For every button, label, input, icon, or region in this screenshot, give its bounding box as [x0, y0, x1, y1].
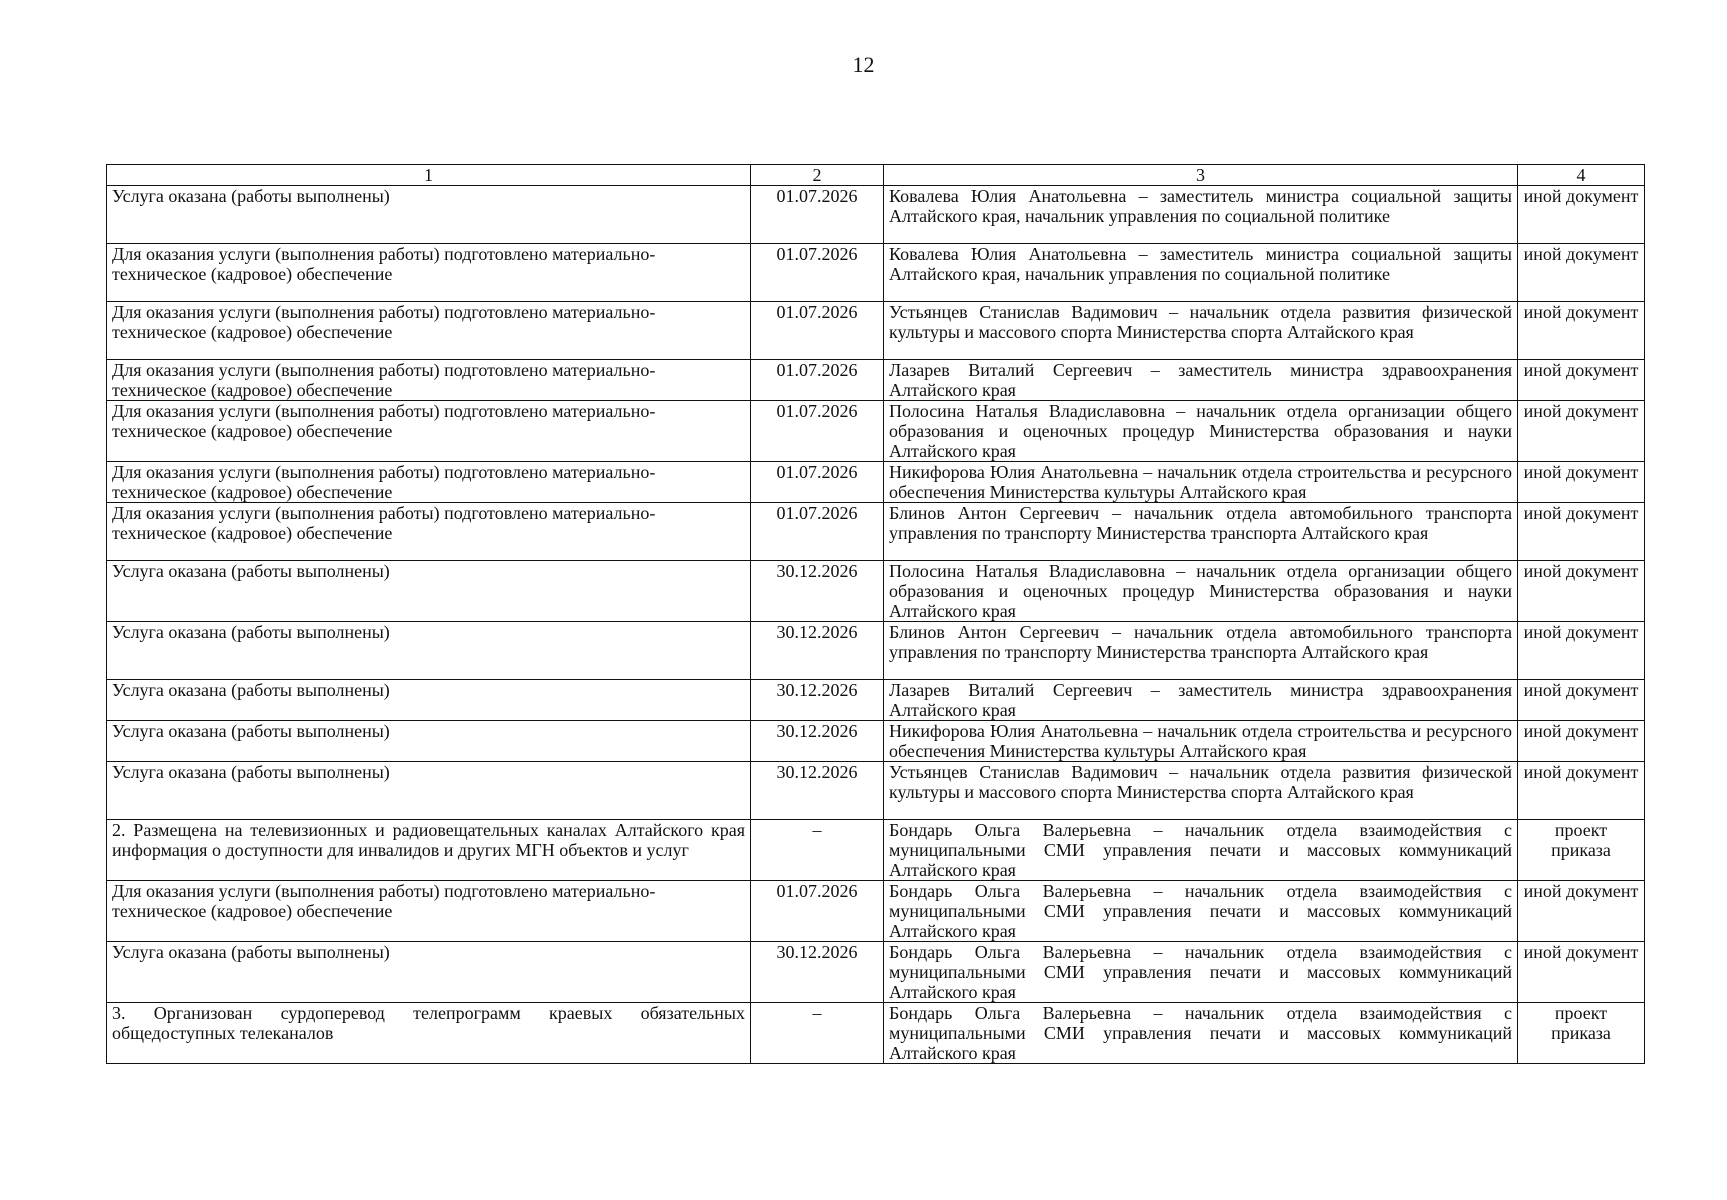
column-number-4: 4: [1518, 165, 1645, 186]
event-cell: Услуга оказана (работы выполнены): [107, 942, 751, 1003]
event-cell: Для оказания услуги (выполнения работы) подготовлено материально-техническое (кадровое) обеспечение: [107, 462, 751, 503]
column-number-2: 2: [751, 165, 884, 186]
table-row: [107, 462, 1645, 503]
document-type-cell: иной документ: [1518, 186, 1645, 244]
document-type-cell: иной документ: [1518, 401, 1645, 462]
responsible-cell: Полосина Наталья Владиславовна – начальник отдела организации общего образования и оценочных процедур Министерства образования и науки Алтайского края: [884, 561, 1518, 622]
responsible-cell: Никифорова Юлия Анатольевна – начальник отдела строительства и ресурсного обеспечения Министерства культуры Алтайского края: [884, 462, 1518, 503]
document-type-cell: иной документ: [1518, 622, 1645, 680]
table-row: [107, 360, 1645, 401]
document-type-cell: иной документ: [1518, 503, 1645, 561]
table-row: [107, 1003, 1645, 1064]
date-cell: 01.07.2026: [751, 462, 884, 503]
document-type-cell: проект приказа: [1518, 820, 1645, 881]
date-cell: 30.12.2026: [751, 561, 884, 622]
document-type-cell: иной документ: [1518, 561, 1645, 622]
event-cell: Услуга оказана (работы выполнены): [107, 186, 751, 244]
document-type-cell: иной документ: [1518, 881, 1645, 942]
table-header: [107, 165, 1645, 186]
responsible-cell: Ковалева Юлия Анатольевна – заместитель министра социальной защиты Алтайского края, начальник управления по социальной политике: [884, 186, 1518, 244]
responsible-cell: Лазарев Виталий Сергеевич – заместитель министра здравоохранения Алтайского края: [884, 360, 1518, 401]
document-type-cell: иной документ: [1518, 762, 1645, 820]
date-cell: 30.12.2026: [751, 942, 884, 1003]
responsible-cell: Бондарь Ольга Валерьевна – начальник отдела взаимодействия с муниципальными СМИ управления печати и массовых коммуникаций Алтайского края: [884, 881, 1518, 942]
column-number-row: [107, 165, 1645, 186]
document-type-cell: иной документ: [1518, 360, 1645, 401]
responsible-cell: Блинов Антон Сергеевич – начальник отдела автомобильного транспорта управления по транспорту Министерства транспорта Алтайского края: [884, 503, 1518, 561]
document-type-cell: иной документ: [1518, 942, 1645, 1003]
responsible-cell: Ковалева Юлия Анатольевна – заместитель министра социальной защиты Алтайского края, начальник управления по социальной политике: [884, 244, 1518, 302]
event-cell: Для оказания услуги (выполнения работы) подготовлено материально-техническое (кадровое) обеспечение: [107, 881, 751, 942]
event-cell: Для оказания услуги (выполнения работы) подготовлено материально-техническое (кадровое) обеспечение: [107, 401, 751, 462]
document-type-cell: иной документ: [1518, 462, 1645, 503]
document-type-cell: иной документ: [1518, 302, 1645, 360]
implementation-plan-table: [106, 164, 1645, 1064]
table-row: [107, 561, 1645, 622]
responsible-cell: Устьянцев Станислав Вадимович – начальник отдела развития физической культуры и массового спорта Министерства спорта Алтайского края: [884, 762, 1518, 820]
event-cell: Услуга оказана (работы выполнены): [107, 762, 751, 820]
responsible-cell: Бондарь Ольга Валерьевна – начальник отдела взаимодействия с муниципальными СМИ управления печати и массовых коммуникаций Алтайского края: [884, 942, 1518, 1003]
table-row: [107, 820, 1645, 881]
date-cell: –: [751, 820, 884, 881]
event-cell: Услуга оказана (работы выполнены): [107, 680, 751, 721]
responsible-cell: Блинов Антон Сергеевич – начальник отдела автомобильного транспорта управления по транспорту Министерства транспорта Алтайского края: [884, 622, 1518, 680]
responsible-cell: Полосина Наталья Владиславовна – начальник отдела организации общего образования и оценочных процедур Министерства образования и науки Алтайского края: [884, 401, 1518, 462]
table-row: [107, 721, 1645, 762]
date-cell: 01.07.2026: [751, 360, 884, 401]
event-cell: Для оказания услуги (выполнения работы) подготовлено материально-техническое (кадровое) обеспечение: [107, 360, 751, 401]
date-cell: 30.12.2026: [751, 721, 884, 762]
table-row: [107, 401, 1645, 462]
table-row: [107, 881, 1645, 942]
table-row: [107, 186, 1645, 244]
event-cell: 2. Размещена на телевизионных и радиовещательных каналах Алтайского края информация о доступности для инвалидов и других МГН объектов и услуг: [107, 820, 751, 881]
date-cell: 01.07.2026: [751, 302, 884, 360]
date-cell: 01.07.2026: [751, 401, 884, 462]
event-cell: Для оказания услуги (выполнения работы) подготовлено материально-техническое (кадровое) обеспечение: [107, 302, 751, 360]
document-type-cell: проект приказа: [1518, 1003, 1645, 1064]
table-row: [107, 762, 1645, 820]
column-number-1: 1: [107, 165, 751, 186]
document-type-cell: иной документ: [1518, 244, 1645, 302]
responsible-cell: Устьянцев Станислав Вадимович – начальник отдела развития физической культуры и массового спорта Министерства спорта Алтайского края: [884, 302, 1518, 360]
table-body: [107, 186, 1645, 1064]
responsible-cell: Никифорова Юлия Анатольевна – начальник отдела строительства и ресурсного обеспечения Министерства культуры Алтайского края: [884, 721, 1518, 762]
event-cell: Услуга оказана (работы выполнены): [107, 561, 751, 622]
event-cell: Для оказания услуги (выполнения работы) подготовлено материально-техническое (кадровое) обеспечение: [107, 503, 751, 561]
table-row: [107, 622, 1645, 680]
date-cell: –: [751, 1003, 884, 1064]
document-type-cell: иной документ: [1518, 680, 1645, 721]
table-row: [107, 302, 1645, 360]
responsible-cell: Лазарев Виталий Сергеевич – заместитель министра здравоохранения Алтайского края: [884, 680, 1518, 721]
date-cell: 30.12.2026: [751, 680, 884, 721]
event-cell: Для оказания услуги (выполнения работы) подготовлено материально-техническое (кадровое) обеспечение: [107, 244, 751, 302]
event-cell: Услуга оказана (работы выполнены): [107, 622, 751, 680]
date-cell: 30.12.2026: [751, 762, 884, 820]
table-row: [107, 244, 1645, 302]
document-type-cell: иной документ: [1518, 721, 1645, 762]
column-number-3: 3: [884, 165, 1518, 186]
date-cell: 01.07.2026: [751, 186, 884, 244]
event-cell: Услуга оказана (работы выполнены): [107, 721, 751, 762]
page-number: 12: [852, 52, 875, 77]
date-cell: 01.07.2026: [751, 244, 884, 302]
responsible-cell: Бондарь Ольга Валерьевна – начальник отдела взаимодействия с муниципальными СМИ управления печати и массовых коммуникаций Алтайского края: [884, 820, 1518, 881]
date-cell: 01.07.2026: [751, 881, 884, 942]
responsible-cell: Бондарь Ольга Валерьевна – начальник отдела взаимодействия с муниципальными СМИ управления печати и массовых коммуникаций Алтайского края: [884, 1003, 1518, 1064]
table-row: [107, 503, 1645, 561]
table-row: [107, 680, 1645, 721]
date-cell: 30.12.2026: [751, 622, 884, 680]
date-cell: 01.07.2026: [751, 503, 884, 561]
event-cell: 3. Организован сурдоперевод телепрограмм краевых обязательных общедоступных телеканалов: [107, 1003, 751, 1064]
table-row: [107, 942, 1645, 1003]
